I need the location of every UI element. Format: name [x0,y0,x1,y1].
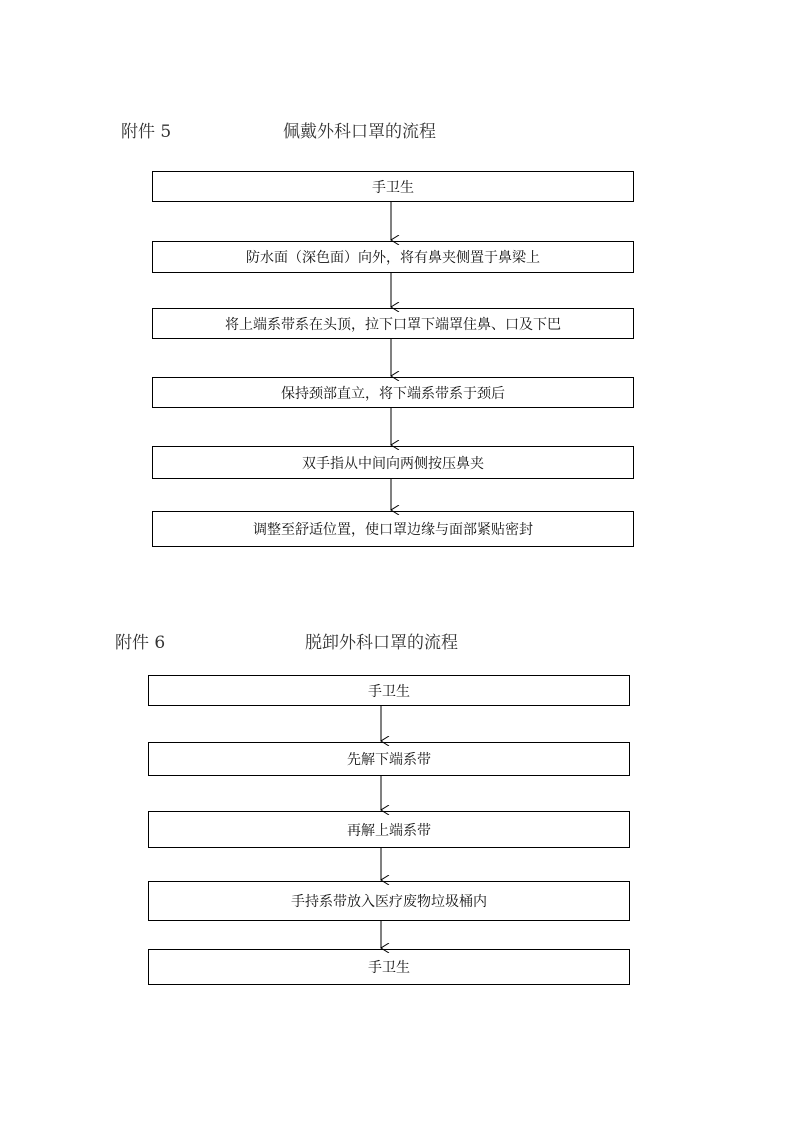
section1-step-5: 双手指从中间向两侧按压鼻夹 [152,446,634,479]
section2-step-3: 再解上端系带 [148,811,630,848]
section1-step-1: 手卫生 [152,171,634,202]
section1-title: 佩戴外科口罩的流程 [283,122,436,142]
section1-step-4: 保持颈部直立，将下端系带系于颈后 [152,377,634,408]
section2-label: 附件 6 [115,633,166,653]
section1-step-3: 将上端系带系在头顶，拉下口罩下端罩住鼻、口及下巴 [152,308,634,339]
section2-step-2: 先解下端系带 [148,742,630,776]
section2-step-5: 手卫生 [148,949,630,985]
section1-label: 附件 5 [121,122,172,142]
section2-step-1: 手卫生 [148,675,630,706]
section1-step-2: 防水面（深色面）向外，将有鼻夹侧置于鼻梁上 [152,241,634,273]
section2-title: 脱卸外科口罩的流程 [305,633,458,653]
section2-step-4: 手持系带放入医疗废物垃圾桶内 [148,881,630,921]
section1-step-6: 调整至舒适位置，使口罩边缘与面部紧贴密封 [152,511,634,547]
